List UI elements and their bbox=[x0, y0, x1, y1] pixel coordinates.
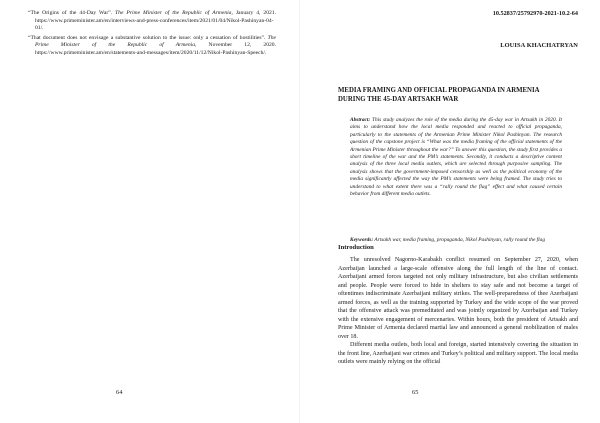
keywords bbox=[350, 237, 562, 244]
title-line-1: MEDIA FRAMING AND OFFICIAL PROPAGANDA IN ARMENIA bbox=[338, 87, 540, 94]
footnote-text: “That document does not envisage a substantive solution to the issue: only a cessation of hostilities”. bbox=[28, 34, 268, 41]
page-number-right: 65 bbox=[412, 389, 419, 396]
abstract bbox=[350, 117, 562, 198]
keywords-label: Keywords: bbox=[350, 237, 374, 243]
footnote-link[interactable]: , November 12, 2020. https://www.primeminister.am/en/statements-and-messages/item/2020/11/12/Nikol-Pashinyan-Speech/. bbox=[35, 42, 276, 56]
article-title bbox=[338, 86, 573, 104]
paragraph: Different media outlets, both local and foreign, started intensively covering the situation in the front line, Azerbaijani war crimes and Turkey’s political and military support. The local media outlets were mainly relying on the official bbox=[338, 342, 578, 365]
paragraph: The unresolved Nagorno-Karabakh conflict resumed on September 27, 2020, when Azerbaijan launched a large-scale offensive along the full length of the line of contact. Azerbaijani armed forces targeted not only military infrastructure, but also civilian settlements and people. People were forced to hide in shelters to stay safe and not become a target of oftentimes indiscriminate Azerbaijani military strikes. The well-preparedness of thee Azerbaijani armed forces, as well as the training supported by Turkey and the wide scope of the war proved that the offensive attack was premeditated and was jointly organized by Azerbaijan and Turkey with the extensive engagement of mercenaries. Within hours, both the president of Artsakh and Prime Minister of Armenia declared martial law and announced a general mobilization of males over 18. bbox=[338, 257, 578, 340]
footnote-link[interactable]: , January 4, 2021. https://www.primeminister.am/en/interviews-and-press-conferences/item/2021/01/04/Nikol-Pashinyan-04-01/. bbox=[35, 10, 276, 31]
footnote-source: The Prime Minister of the Republic of Armenia bbox=[115, 10, 232, 16]
footnote-2 bbox=[28, 35, 276, 58]
page-number-left: 64 bbox=[116, 389, 123, 396]
author-name: LOUISA KHACHATRYAN bbox=[500, 42, 578, 49]
section-heading: Introduction bbox=[338, 244, 374, 251]
footnote-1 bbox=[28, 10, 276, 33]
abstract-text: This study analyzes the role of the media during the 45-day war in Artsakh in 2020. It aims to understand how the local media responded and reacted to official propaganda, particularly to the statements of the Armenian Prime Minister Nikol Pashinyan. The research question of the capstone project is “What was the media framing of the official statements of the Armenian Prime Minister throughout the war?” To answer this question, the study first provides a short timeline of the war and the PM’s statements. Secondly, it conducts a descriptive content analysis of the three local media outlets, which are selected through purposive sampling. The analysis shows that the government-imposed censorship as well as the political economy of the media significantly affected the way the PM’s statements were being framed. The study tries to understand to what extent there was a “rally round the flag” effect and what caused certain behavior from different media outlets. bbox=[350, 117, 562, 198]
footnotes bbox=[28, 10, 276, 59]
right-page bbox=[300, 0, 600, 423]
abstract-label: Abstract: bbox=[350, 117, 371, 123]
introduction-body bbox=[338, 256, 578, 367]
footnote-text: “The Origins of the 44-Day War”. bbox=[28, 10, 116, 16]
footnote-source: The Prime Minister of the Republic of Armenia bbox=[35, 34, 276, 48]
doi[interactable]: 10.52837/25792970-2021-10.2-64 bbox=[492, 10, 578, 17]
keywords-text: Artsakh war, media framing, propaganda, Nikol Pashinyan, rally round the flag bbox=[373, 237, 545, 243]
title-line-2: DURING THE 45-DAY ARTSAKH WAR bbox=[338, 96, 459, 103]
